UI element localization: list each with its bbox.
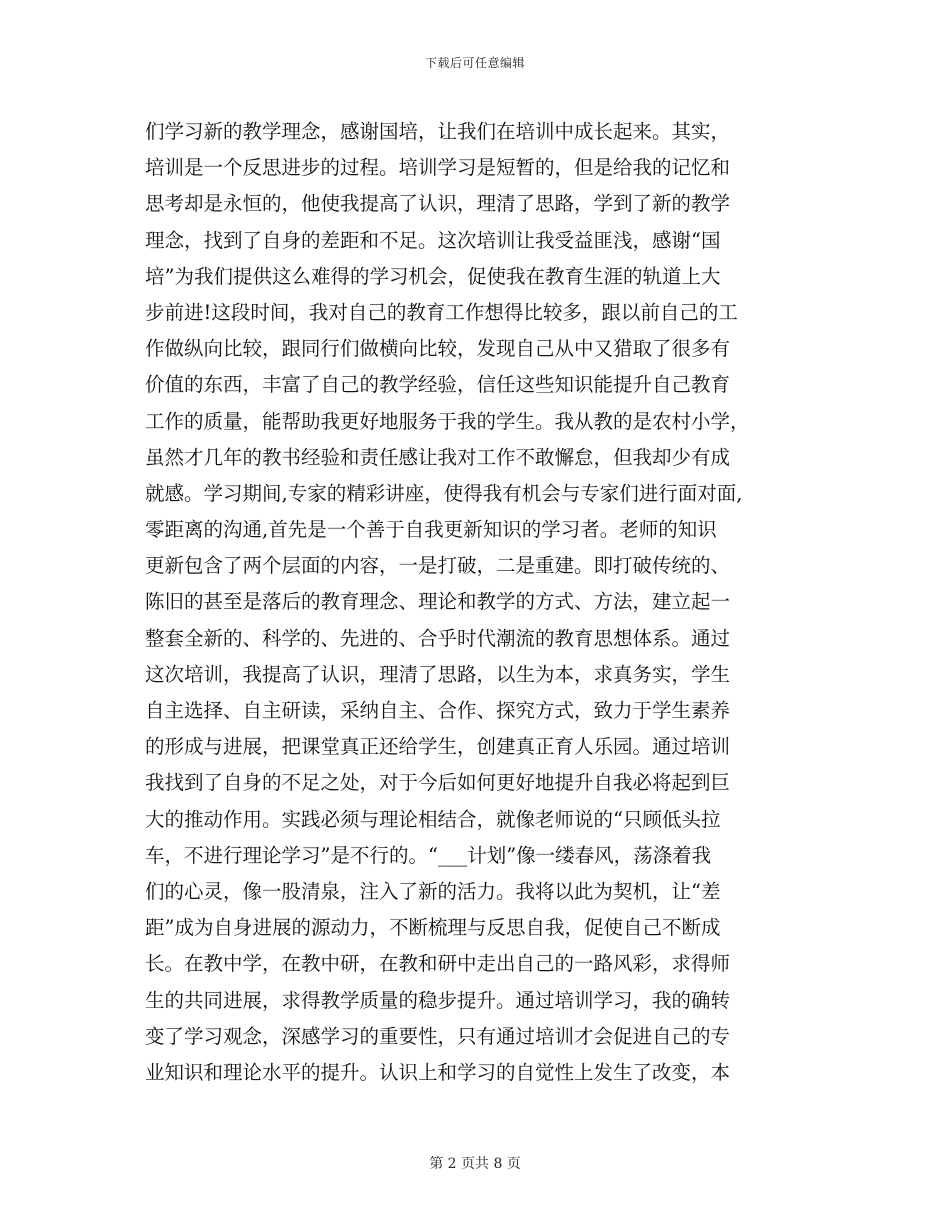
text-line: 培训是一个反思进步的过程。培训学习是短暂的，但是给我的记忆和	[145, 156, 731, 180]
text-line: 变了学习观念，深感学习的重要性，只有通过培训才会促进自己的专	[145, 1024, 731, 1048]
text-line: 们学习新的教学理念，感谢国培，让我们在培训中成长起来。其实，	[145, 120, 731, 143]
text-line: 价值的东西，丰富了自己的教学经验，信任这些知识能提升自己教育	[145, 373, 731, 397]
page-header: 下载后可任意编辑	[424, 56, 525, 70]
text-line: 理念，找到了自身的差距和不足。这次培训让我受益匪浅，感谢“国	[145, 228, 721, 252]
text-line: 这次培训，我提高了认识，理清了思路，以生为本，求真务实，学生	[145, 662, 731, 686]
text-line: 距”成为自身进展的源动力，不断梳理与反思自我，促使自己不断成	[145, 916, 721, 940]
text-line: 作做纵向比较，跟同行们做横向比较，发现自己从中又猎取了很多有	[145, 337, 731, 361]
text-line: 车，不进行理论学习”是不行的。“___计划”像一缕春风，荡涤着我	[145, 843, 712, 867]
text-line: 们的心灵，像一股清泉，注入了新的活力。我将以此为契机，让“差	[145, 879, 721, 903]
text-line: 陈旧的甚至是落后的教育理念、理论和教学的方式、方法，建立起一	[145, 590, 731, 614]
text-line: 零距离的沟通,首先是一个善于自我更新知识的学习者。老师的知识	[145, 518, 717, 542]
text-line: 的形成与进展，把课堂真正还给学生，创建真正育人乐园。通过培训	[145, 735, 731, 759]
text-line: 长。在教中学，在教中研，在教和研中走出自己的一路风彩，求得师	[145, 952, 731, 976]
text-line: 虽然才几年的教书经验和责任感让我对工作不敢懈怠，但我却少有成	[145, 445, 731, 469]
text-line: 生的共同进展，求得教学质量的稳步提升。通过培训学习，我的确转	[145, 988, 731, 1012]
text-line: 工作的质量，能帮助我更好地服务于我的学生。我从教的是农村小学，	[145, 409, 750, 433]
text-line: 自主选择、自主研读，采纳自主、合作、探究方式，致力于学生素养	[145, 699, 731, 722]
text-line: 步前进!这段时间，我对自己的教育工作想得比较多，跟以前自己的工	[145, 300, 738, 324]
text-line: 培”为我们提供这么难得的学习机会，促使我在教育生涯的轨道上大	[145, 264, 721, 288]
text-line: 思考却是永恒的，他使我提高了认识，理清了思路，学到了新的教学	[145, 192, 731, 216]
text-line: 整套全新的、科学的、先进的、合乎时代潮流的教育思想体系。通过	[145, 626, 731, 650]
text-line: 业知识和理论水平的提升。认识上和学习的自觉性上发生了改变，本	[145, 1060, 731, 1084]
text-line: 我找到了自身的不足之处，对于今后如何更好地提升自我必将起到巨	[145, 771, 731, 795]
page-number: 第 2 页共 8 页	[429, 1156, 521, 1172]
text-line: 大的推动作用。实践必须与理论相结合，就像老师说的“只顾低头拉	[145, 807, 721, 831]
body-text	[145, 114, 805, 1091]
text-line: 就感。学习期间,专家的精彩讲座，使得我有机会与专家们进行面对面,	[145, 481, 743, 505]
text-line: 更新包含了两个层面的内容，一是打破，二是重建。即打破传统的、	[145, 554, 731, 578]
